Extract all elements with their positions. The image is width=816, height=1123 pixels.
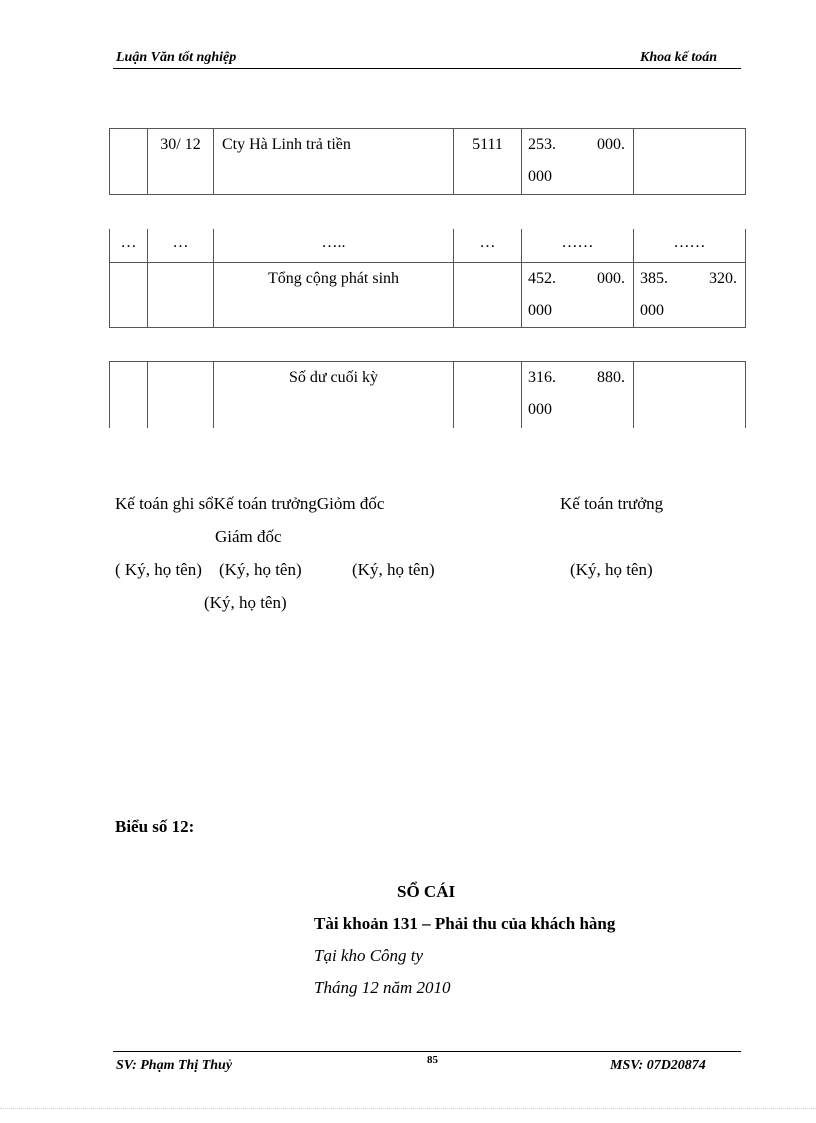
- header-left: Luận Văn tốt nghiệp: [116, 50, 237, 65]
- amount-part: 385.: [640, 269, 668, 287]
- credit-cell: [634, 262, 746, 327]
- table-row: [110, 229, 746, 262]
- signature-note: (Ký, họ tên): [204, 593, 287, 612]
- ledger-account: Tài khoản 131 – Phải thu của khách hàng: [314, 914, 616, 933]
- amount-part: 880.: [597, 369, 625, 386]
- table-cell: [110, 129, 148, 195]
- description-cell: …..: [214, 229, 454, 262]
- credit-cell: [634, 362, 746, 428]
- total-row: [110, 262, 746, 327]
- date-cell: [148, 362, 214, 428]
- signature-titles: Kế toán ghi sổKế toán trưởngGiỏm đốc: [115, 494, 385, 513]
- amount-part: 452.: [528, 269, 556, 287]
- footer-msv: MSV: 07D20874: [610, 1058, 706, 1073]
- credit-cell: ……: [634, 229, 746, 262]
- signature-note: (Ký, họ tên): [570, 560, 653, 579]
- table-row: [110, 129, 746, 195]
- amount-part: 320.: [709, 269, 737, 287]
- amount-part: 000: [528, 168, 552, 185]
- date-cell: 30/ 12: [148, 129, 214, 195]
- account-cell: [454, 262, 522, 327]
- debit-cell: [522, 262, 634, 327]
- account-cell: [454, 362, 522, 428]
- ledger-table-1: [109, 128, 746, 195]
- page-edge-divider: [0, 1108, 816, 1109]
- amount-part: 000.: [597, 136, 625, 153]
- amount-part: 000: [640, 301, 664, 319]
- signature-note: ( Ký, họ tên): [115, 560, 202, 579]
- amount-part: 253.: [528, 136, 556, 153]
- ledger-location: Tại kho Công ty: [314, 946, 424, 965]
- footer-student: SV: Phạm Thị Thuỷ: [116, 1058, 233, 1073]
- account-cell: 5111: [454, 129, 522, 195]
- amount-part: 000: [528, 401, 552, 418]
- ledger-period: Tháng 12 năm 2010: [314, 978, 451, 997]
- description-cell: Cty Hà Linh trả tiền: [214, 129, 454, 195]
- header-right: Khoa kế toán: [640, 50, 718, 65]
- page-number: 85: [427, 1054, 438, 1066]
- credit-cell: [634, 129, 746, 195]
- header-rule: [113, 68, 741, 69]
- signature-title-director: Giám đốc: [215, 527, 282, 546]
- table-cell: …: [110, 229, 148, 262]
- date-cell: …: [148, 229, 214, 262]
- amount-part: 000.: [597, 269, 625, 287]
- form-number: Biểu số 12:: [115, 817, 195, 836]
- debit-cell: [522, 362, 634, 428]
- ledger-table-3: [109, 361, 746, 428]
- table-cell: [110, 362, 148, 428]
- signature-title-right: Kế toán trưởng: [560, 494, 664, 513]
- total-label: Tổng cộng phát sinh: [214, 262, 454, 327]
- signature-note: (Ký, họ tên): [219, 560, 302, 579]
- amount-part: 316.: [528, 369, 556, 386]
- closing-balance-label: Số dư cuối kỳ: [214, 362, 454, 428]
- closing-balance-row: [110, 362, 746, 428]
- footer-rule: [113, 1051, 741, 1052]
- ledger-title: SỔ CÁI: [397, 882, 456, 901]
- table-cell: [110, 262, 148, 327]
- ledger-table-2: [109, 229, 746, 328]
- debit-cell: [522, 129, 634, 195]
- signature-note: (Ký, họ tên): [352, 560, 435, 579]
- debit-cell: ……: [522, 229, 634, 262]
- date-cell: [148, 262, 214, 327]
- amount-part: 000: [528, 301, 552, 319]
- account-cell: …: [454, 229, 522, 262]
